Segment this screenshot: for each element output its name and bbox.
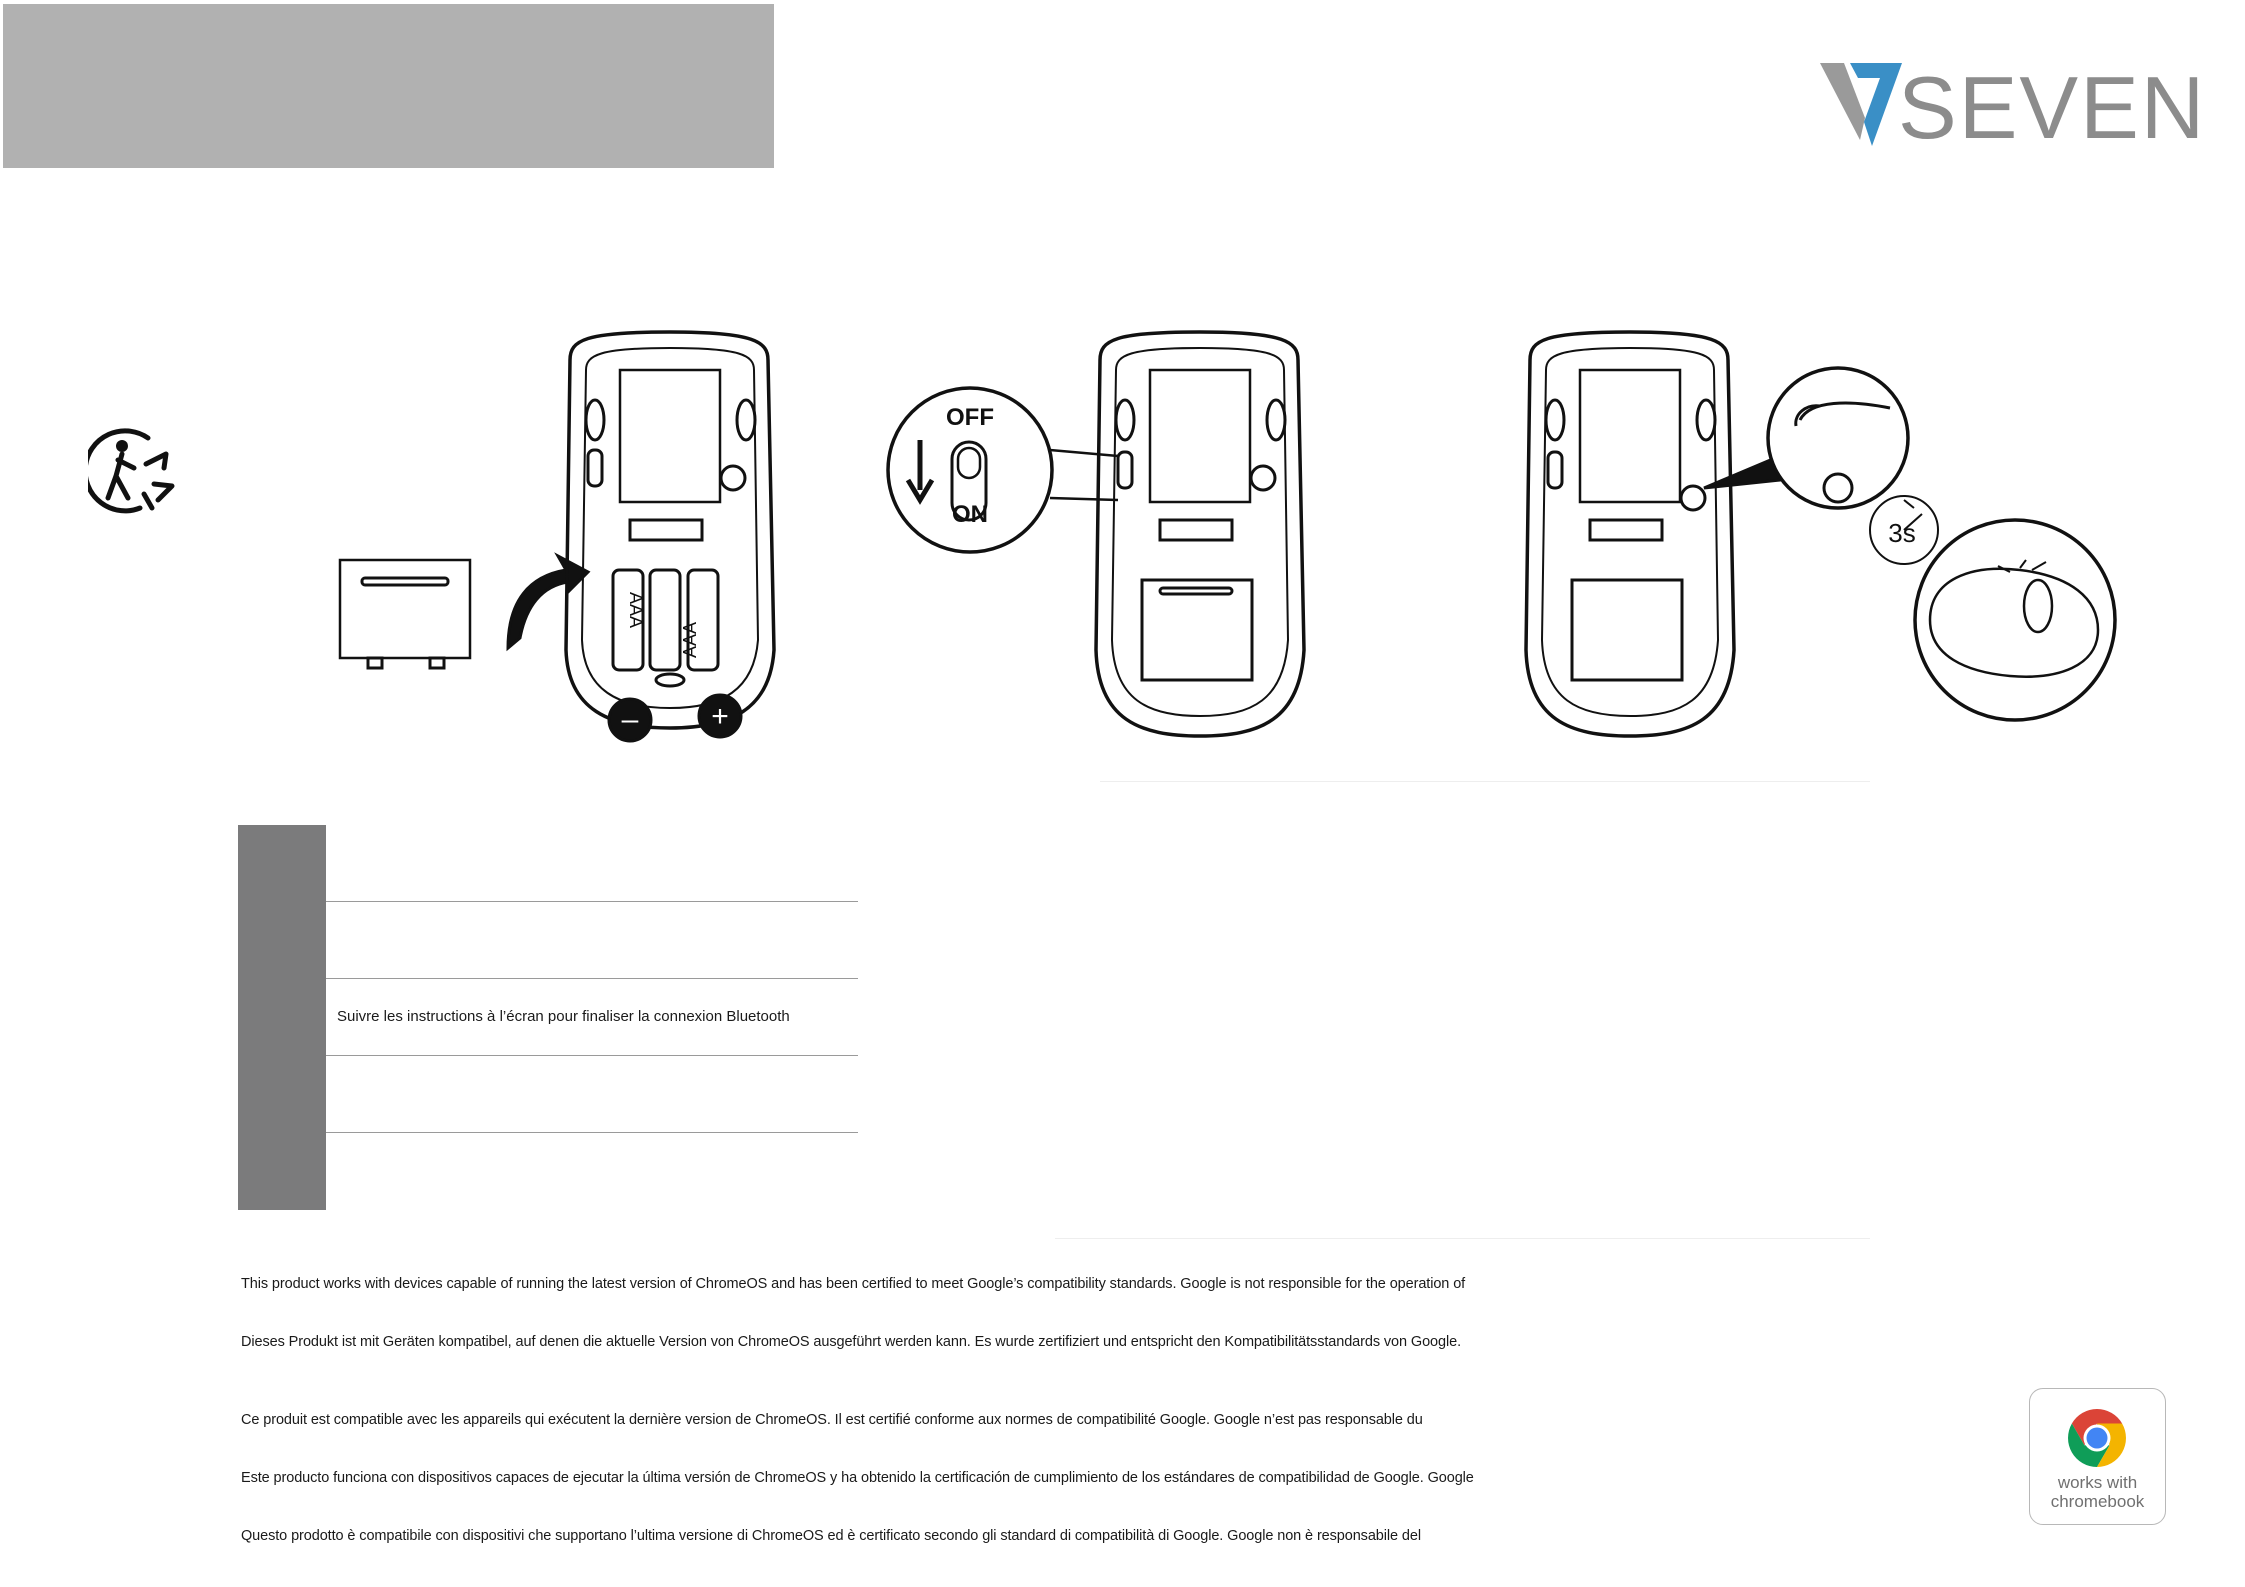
compatibility-note-it: Questo prodotto è compatibile con dispositivi che supportano l’ultima versione di ChromeOS ed è certificato secondo gli standard di compatibilità di Google. Google non è responsabile del: [241, 1528, 1421, 1544]
compatibility-note-de: Dieses Produkt ist mit Geräten kompatibel, auf denen die aktuelle Version von ChromeOS ausgeführt werden kann. Es wurde zertifiziert und entspricht den Kompatibilitätsstandards von Google.: [241, 1334, 1462, 1350]
faint-divider: [1100, 781, 1870, 782]
compatibility-note-es: Este producto funciona con dispositivos capaces de ejecutar la última versión de ChromeOS y ha obtenido la certificación de cumplimiento de los estándares de compatibilidad de Google. Google: [241, 1470, 1474, 1486]
step-row: [238, 825, 858, 902]
step-number-cell: [238, 1133, 326, 1210]
badge-text: [2030, 1473, 2165, 1511]
faint-divider: [1055, 1238, 1870, 1239]
polarity-minus: –: [621, 703, 639, 736]
battery-label-1: AAA: [626, 592, 646, 629]
figure-press-connect: [1510, 330, 2130, 750]
triman-recycle-icon: [88, 424, 186, 514]
compatibility-note-fr: Ce produit est compatible avec les appareils qui exécutent la dernière version de ChromeOS. Il est certifié conforme aux normes de compatibilité Google. Google n’est pas responsable du: [241, 1412, 1423, 1428]
works-with-chromebook-badge: [2029, 1388, 2166, 1525]
step-row: [238, 902, 858, 979]
badge-line-2: chromebook: [2050, 1492, 2145, 1511]
step-number-cell: [238, 979, 326, 1056]
switch-on-label: ON: [952, 501, 988, 528]
title-block: [3, 4, 774, 168]
step-row: [238, 1056, 858, 1133]
badge-line-1: works with: [2057, 1473, 2138, 1492]
steps-table: [238, 825, 858, 1209]
brand-logo: [1820, 58, 2200, 148]
battery-label-2: AAA: [680, 621, 700, 658]
switch-off-label: OFF: [946, 404, 994, 431]
step-row: [238, 1133, 858, 1209]
step-number-cell: [238, 825, 326, 902]
timer-label: 3s: [1888, 518, 1916, 548]
polarity-plus: +: [711, 700, 729, 733]
step-number-cell: [238, 902, 326, 979]
logo-text: SEVEN: [1898, 58, 2200, 148]
chrome-icon: [2066, 1407, 2128, 1469]
step-number-cell: [238, 1056, 326, 1133]
step-text: Suivre les instructions à l’écran pour finaliser la connexion Bluetooth: [337, 1008, 790, 1025]
figure-insert-batteries: [330, 330, 810, 750]
compatibility-note-en: This product works with devices capable of running the latest version of ChromeOS and has been certified to meet Google’s compatibility standards. Google is not responsible for the operation of: [241, 1276, 1466, 1292]
figure-switch-on: [880, 330, 1320, 750]
step-row: [238, 979, 858, 1056]
